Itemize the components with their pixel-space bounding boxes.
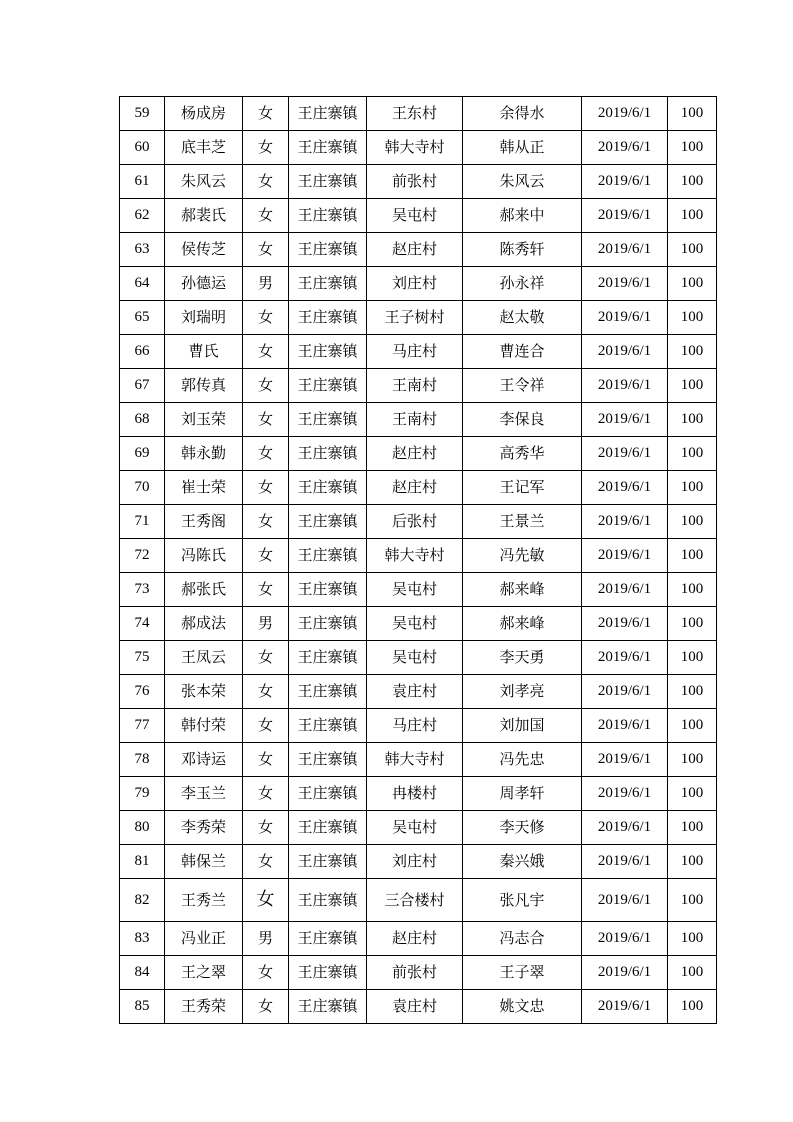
gender-cell: 女 xyxy=(243,990,289,1024)
person-name-cell: 郝裴氏 xyxy=(165,199,243,233)
village-cell: 刘庄村 xyxy=(367,267,463,301)
town-cell: 王庄寨镇 xyxy=(289,539,367,573)
recipient-cell: 朱风云 xyxy=(463,165,582,199)
town-cell: 王庄寨镇 xyxy=(289,471,367,505)
village-cell: 吴屯村 xyxy=(367,607,463,641)
town-cell: 王庄寨镇 xyxy=(289,879,367,922)
amount-cell: 100 xyxy=(668,573,717,607)
date-cell: 2019/6/1 xyxy=(582,777,668,811)
row-number-cell: 82 xyxy=(120,879,165,922)
person-name-cell: 韩保兰 xyxy=(165,845,243,879)
town-cell: 王庄寨镇 xyxy=(289,922,367,956)
village-cell: 吴屯村 xyxy=(367,811,463,845)
gender-cell: 女 xyxy=(243,165,289,199)
gender-cell: 女 xyxy=(243,437,289,471)
village-cell: 三合楼村 xyxy=(367,879,463,922)
village-cell: 赵庄村 xyxy=(367,471,463,505)
amount-cell: 100 xyxy=(668,233,717,267)
gender-cell: 女 xyxy=(243,539,289,573)
town-cell: 王庄寨镇 xyxy=(289,641,367,675)
town-cell: 王庄寨镇 xyxy=(289,709,367,743)
amount-cell: 100 xyxy=(668,879,717,922)
recipient-cell: 王令祥 xyxy=(463,369,582,403)
date-cell: 2019/6/1 xyxy=(582,131,668,165)
date-cell: 2019/6/1 xyxy=(582,199,668,233)
date-cell: 2019/6/1 xyxy=(582,845,668,879)
date-cell: 2019/6/1 xyxy=(582,539,668,573)
person-name-cell: 李秀荣 xyxy=(165,811,243,845)
amount-cell: 100 xyxy=(668,403,717,437)
village-cell: 马庄村 xyxy=(367,709,463,743)
person-name-cell: 张本荣 xyxy=(165,675,243,709)
table-row xyxy=(120,539,717,573)
recipient-cell: 王子翠 xyxy=(463,956,582,990)
town-cell: 王庄寨镇 xyxy=(289,233,367,267)
subsidy-roster-table xyxy=(119,96,717,1024)
person-name-cell: 王秀兰 xyxy=(165,879,243,922)
amount-cell: 100 xyxy=(668,437,717,471)
town-cell: 王庄寨镇 xyxy=(289,675,367,709)
recipient-cell: 赵太敬 xyxy=(463,301,582,335)
date-cell: 2019/6/1 xyxy=(582,97,668,131)
amount-cell: 100 xyxy=(668,335,717,369)
town-cell: 王庄寨镇 xyxy=(289,990,367,1024)
date-cell: 2019/6/1 xyxy=(582,369,668,403)
person-name-cell: 孙德运 xyxy=(165,267,243,301)
date-cell: 2019/6/1 xyxy=(582,471,668,505)
table-row xyxy=(120,403,717,437)
town-cell: 王庄寨镇 xyxy=(289,369,367,403)
table-row xyxy=(120,471,717,505)
gender-cell: 女 xyxy=(243,675,289,709)
row-number-cell: 67 xyxy=(120,369,165,403)
date-cell: 2019/6/1 xyxy=(582,879,668,922)
table-row xyxy=(120,641,717,675)
recipient-cell: 冯志合 xyxy=(463,922,582,956)
village-cell: 王子树村 xyxy=(367,301,463,335)
table-row xyxy=(120,267,717,301)
row-number-cell: 70 xyxy=(120,471,165,505)
town-cell: 王庄寨镇 xyxy=(289,811,367,845)
table-row xyxy=(120,505,717,539)
recipient-cell: 冯先敏 xyxy=(463,539,582,573)
town-cell: 王庄寨镇 xyxy=(289,607,367,641)
amount-cell: 100 xyxy=(668,369,717,403)
gender-cell: 女 xyxy=(243,471,289,505)
table-row xyxy=(120,956,717,990)
amount-cell: 100 xyxy=(668,641,717,675)
row-number-cell: 75 xyxy=(120,641,165,675)
gender-cell: 女 xyxy=(243,335,289,369)
table-row xyxy=(120,990,717,1024)
person-name-cell: 刘瑞明 xyxy=(165,301,243,335)
village-cell: 吴屯村 xyxy=(367,199,463,233)
amount-cell: 100 xyxy=(668,97,717,131)
town-cell: 王庄寨镇 xyxy=(289,131,367,165)
person-name-cell: 刘玉荣 xyxy=(165,403,243,437)
row-number-cell: 61 xyxy=(120,165,165,199)
gender-cell: 女 xyxy=(243,505,289,539)
row-number-cell: 76 xyxy=(120,675,165,709)
date-cell: 2019/6/1 xyxy=(582,607,668,641)
recipient-cell: 余得水 xyxy=(463,97,582,131)
person-name-cell: 韩付荣 xyxy=(165,709,243,743)
village-cell: 冉楼村 xyxy=(367,777,463,811)
recipient-cell: 高秀华 xyxy=(463,437,582,471)
village-cell: 前张村 xyxy=(367,165,463,199)
recipient-cell: 李天勇 xyxy=(463,641,582,675)
row-number-cell: 68 xyxy=(120,403,165,437)
recipient-cell: 陈秀轩 xyxy=(463,233,582,267)
village-cell: 袁庄村 xyxy=(367,675,463,709)
gender-cell: 女 xyxy=(243,956,289,990)
person-name-cell: 李玉兰 xyxy=(165,777,243,811)
recipient-cell: 王景兰 xyxy=(463,505,582,539)
amount-cell: 100 xyxy=(668,777,717,811)
town-cell: 王庄寨镇 xyxy=(289,199,367,233)
row-number-cell: 63 xyxy=(120,233,165,267)
town-cell: 王庄寨镇 xyxy=(289,301,367,335)
village-cell: 马庄村 xyxy=(367,335,463,369)
person-name-cell: 冯业正 xyxy=(165,922,243,956)
amount-cell: 100 xyxy=(668,131,717,165)
amount-cell: 100 xyxy=(668,709,717,743)
table-row xyxy=(120,335,717,369)
amount-cell: 100 xyxy=(668,199,717,233)
table-row xyxy=(120,811,717,845)
gender-cell: 男 xyxy=(243,922,289,956)
village-cell: 前张村 xyxy=(367,956,463,990)
date-cell: 2019/6/1 xyxy=(582,922,668,956)
table-row xyxy=(120,845,717,879)
amount-cell: 100 xyxy=(668,267,717,301)
town-cell: 王庄寨镇 xyxy=(289,97,367,131)
person-name-cell: 王秀阁 xyxy=(165,505,243,539)
amount-cell: 100 xyxy=(668,539,717,573)
recipient-cell: 曹连合 xyxy=(463,335,582,369)
gender-cell: 女 xyxy=(243,777,289,811)
village-cell: 韩大寺村 xyxy=(367,539,463,573)
amount-cell: 100 xyxy=(668,165,717,199)
village-cell: 吴屯村 xyxy=(367,641,463,675)
person-name-cell: 杨成房 xyxy=(165,97,243,131)
amount-cell: 100 xyxy=(668,956,717,990)
date-cell: 2019/6/1 xyxy=(582,267,668,301)
amount-cell: 100 xyxy=(668,471,717,505)
recipient-cell: 刘孝亮 xyxy=(463,675,582,709)
town-cell: 王庄寨镇 xyxy=(289,505,367,539)
recipient-cell: 张凡宇 xyxy=(463,879,582,922)
gender-cell: 女 xyxy=(243,233,289,267)
table-row xyxy=(120,607,717,641)
town-cell: 王庄寨镇 xyxy=(289,403,367,437)
gender-cell: 女 xyxy=(243,573,289,607)
gender-cell: 男 xyxy=(243,607,289,641)
row-number-cell: 62 xyxy=(120,199,165,233)
date-cell: 2019/6/1 xyxy=(582,811,668,845)
person-name-cell: 侯传芝 xyxy=(165,233,243,267)
table-row xyxy=(120,777,717,811)
town-cell: 王庄寨镇 xyxy=(289,335,367,369)
gender-cell: 女 xyxy=(243,641,289,675)
row-number-cell: 69 xyxy=(120,437,165,471)
village-cell: 韩大寺村 xyxy=(367,131,463,165)
village-cell: 赵庄村 xyxy=(367,233,463,267)
date-cell: 2019/6/1 xyxy=(582,990,668,1024)
town-cell: 王庄寨镇 xyxy=(289,777,367,811)
amount-cell: 100 xyxy=(668,607,717,641)
town-cell: 王庄寨镇 xyxy=(289,743,367,777)
gender-cell: 女 xyxy=(243,131,289,165)
row-number-cell: 80 xyxy=(120,811,165,845)
village-cell: 后张村 xyxy=(367,505,463,539)
gender-cell: 女 xyxy=(243,709,289,743)
gender-cell: 女 xyxy=(243,301,289,335)
village-cell: 王南村 xyxy=(367,403,463,437)
town-cell: 王庄寨镇 xyxy=(289,573,367,607)
table-row xyxy=(120,743,717,777)
row-number-cell: 85 xyxy=(120,990,165,1024)
date-cell: 2019/6/1 xyxy=(582,301,668,335)
date-cell: 2019/6/1 xyxy=(582,505,668,539)
gender-cell: 女 xyxy=(243,369,289,403)
village-cell: 赵庄村 xyxy=(367,922,463,956)
village-cell: 赵庄村 xyxy=(367,437,463,471)
date-cell: 2019/6/1 xyxy=(582,641,668,675)
row-number-cell: 84 xyxy=(120,956,165,990)
table-row xyxy=(120,131,717,165)
row-number-cell: 64 xyxy=(120,267,165,301)
person-name-cell: 郝成法 xyxy=(165,607,243,641)
recipient-cell: 郝来峰 xyxy=(463,573,582,607)
date-cell: 2019/6/1 xyxy=(582,335,668,369)
person-name-cell: 崔士荣 xyxy=(165,471,243,505)
date-cell: 2019/6/1 xyxy=(582,675,668,709)
person-name-cell: 朱风云 xyxy=(165,165,243,199)
date-cell: 2019/6/1 xyxy=(582,165,668,199)
row-number-cell: 73 xyxy=(120,573,165,607)
gender-cell: 女 xyxy=(243,845,289,879)
recipient-cell: 郝来峰 xyxy=(463,607,582,641)
person-name-cell: 曹氏 xyxy=(165,335,243,369)
gender-cell: 男 xyxy=(243,267,289,301)
village-cell: 王东村 xyxy=(367,97,463,131)
recipient-cell: 冯先忠 xyxy=(463,743,582,777)
gender-cell: 女 xyxy=(243,199,289,233)
person-name-cell: 郭传真 xyxy=(165,369,243,403)
gender-cell: 女 xyxy=(243,403,289,437)
table-row xyxy=(120,437,717,471)
row-number-cell: 81 xyxy=(120,845,165,879)
date-cell: 2019/6/1 xyxy=(582,956,668,990)
person-name-cell: 邓诗运 xyxy=(165,743,243,777)
date-cell: 2019/6/1 xyxy=(582,233,668,267)
amount-cell: 100 xyxy=(668,811,717,845)
gender-cell: 女 xyxy=(243,97,289,131)
recipient-cell: 郝来中 xyxy=(463,199,582,233)
person-name-cell: 王凤云 xyxy=(165,641,243,675)
date-cell: 2019/6/1 xyxy=(582,743,668,777)
row-number-cell: 65 xyxy=(120,301,165,335)
recipient-cell: 秦兴娥 xyxy=(463,845,582,879)
table-row xyxy=(120,709,717,743)
table-row xyxy=(120,879,717,922)
row-number-cell: 77 xyxy=(120,709,165,743)
row-number-cell: 66 xyxy=(120,335,165,369)
person-name-cell: 冯陈氏 xyxy=(165,539,243,573)
table-row xyxy=(120,233,717,267)
table-row xyxy=(120,165,717,199)
gender-cell: 女 xyxy=(243,743,289,777)
row-number-cell: 71 xyxy=(120,505,165,539)
table-row xyxy=(120,199,717,233)
town-cell: 王庄寨镇 xyxy=(289,956,367,990)
amount-cell: 100 xyxy=(668,990,717,1024)
row-number-cell: 83 xyxy=(120,922,165,956)
date-cell: 2019/6/1 xyxy=(582,573,668,607)
gender-cell: 女 xyxy=(243,811,289,845)
row-number-cell: 60 xyxy=(120,131,165,165)
person-name-cell: 韩永勤 xyxy=(165,437,243,471)
date-cell: 2019/6/1 xyxy=(582,403,668,437)
row-number-cell: 72 xyxy=(120,539,165,573)
person-name-cell: 底丰芝 xyxy=(165,131,243,165)
recipient-cell: 孙永祥 xyxy=(463,267,582,301)
recipient-cell: 李天修 xyxy=(463,811,582,845)
table-row xyxy=(120,573,717,607)
amount-cell: 100 xyxy=(668,743,717,777)
recipient-cell: 周孝轩 xyxy=(463,777,582,811)
amount-cell: 100 xyxy=(668,922,717,956)
recipient-cell: 李保良 xyxy=(463,403,582,437)
table-body xyxy=(120,97,717,1024)
town-cell: 王庄寨镇 xyxy=(289,165,367,199)
amount-cell: 100 xyxy=(668,301,717,335)
village-cell: 王南村 xyxy=(367,369,463,403)
town-cell: 王庄寨镇 xyxy=(289,267,367,301)
recipient-cell: 姚文忠 xyxy=(463,990,582,1024)
village-cell: 袁庄村 xyxy=(367,990,463,1024)
table-row xyxy=(120,369,717,403)
amount-cell: 100 xyxy=(668,505,717,539)
town-cell: 王庄寨镇 xyxy=(289,437,367,471)
row-number-cell: 79 xyxy=(120,777,165,811)
village-cell: 吴屯村 xyxy=(367,573,463,607)
amount-cell: 100 xyxy=(668,675,717,709)
row-number-cell: 59 xyxy=(120,97,165,131)
date-cell: 2019/6/1 xyxy=(582,437,668,471)
table-row xyxy=(120,922,717,956)
person-name-cell: 王秀荣 xyxy=(165,990,243,1024)
gender-cell: 女 xyxy=(243,879,289,922)
table-row xyxy=(120,301,717,335)
village-cell: 刘庄村 xyxy=(367,845,463,879)
table-row xyxy=(120,97,717,131)
person-name-cell: 郝张氏 xyxy=(165,573,243,607)
table-row xyxy=(120,675,717,709)
person-name-cell: 王之翠 xyxy=(165,956,243,990)
village-cell: 韩大寺村 xyxy=(367,743,463,777)
date-cell: 2019/6/1 xyxy=(582,709,668,743)
amount-cell: 100 xyxy=(668,845,717,879)
recipient-cell: 王记军 xyxy=(463,471,582,505)
row-number-cell: 74 xyxy=(120,607,165,641)
row-number-cell: 78 xyxy=(120,743,165,777)
recipient-cell: 韩从正 xyxy=(463,131,582,165)
town-cell: 王庄寨镇 xyxy=(289,845,367,879)
recipient-cell: 刘加国 xyxy=(463,709,582,743)
